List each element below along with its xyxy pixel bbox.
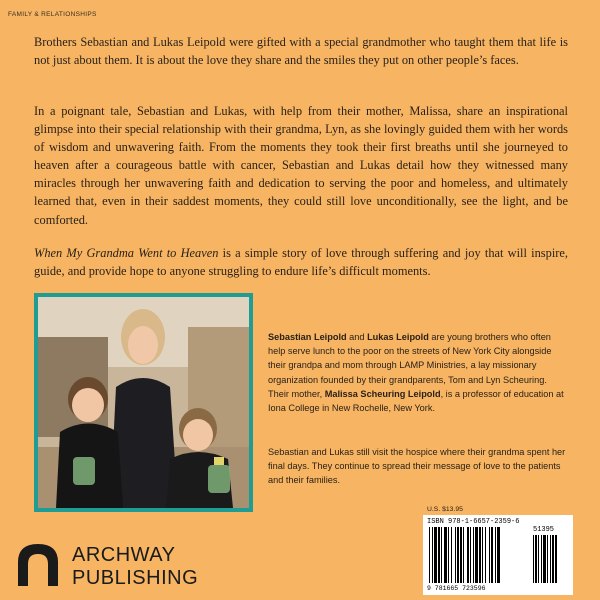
author-bio-paragraph-2: Sebastian and Lukas still visit the hospice where their grandma spent her final days. They continue to spread their message of love to the patients and their families. bbox=[268, 447, 566, 486]
blurb-paragraph-3 bbox=[34, 244, 568, 280]
bio-and: and bbox=[346, 332, 368, 342]
author-name-sebastian: Sebastian Leipold bbox=[268, 332, 347, 342]
isbn-barcode bbox=[423, 515, 573, 595]
price-label: U.S. $13.95 bbox=[427, 506, 463, 513]
category-label: FAMILY & RELATIONSHIPS bbox=[8, 11, 97, 18]
publisher-name-line-1: ARCHWAY bbox=[72, 544, 176, 566]
barcode-bars-icon bbox=[423, 515, 573, 595]
book-title: When My Grandma Went to Heaven bbox=[34, 246, 219, 260]
barcode-addon-number: 51395 bbox=[533, 526, 555, 534]
author-photo-frame bbox=[34, 293, 253, 512]
author-photo-illustration bbox=[38, 297, 249, 508]
archway-arch-icon bbox=[14, 540, 62, 588]
isbn-number: 9 781665 723596 bbox=[427, 585, 486, 592]
blurb-paragraph-3-text: is a simple story of love through suffering and joy that will inspire, guide, and provide hope to anyone struggling to endure life’s difficult moments. bbox=[34, 246, 568, 279]
publisher-logo bbox=[14, 540, 214, 590]
blurb-paragraph-2: In a poignant tale, Sebastian and Lukas, with help from their mother, Malissa, share an inspirational glimpse into their special relationship with their grandma, Lyn, as she lovingly guided them with her words of wisdom and unwavering faith. From the moments they took their first breaths until she journeyed to heaven after a courageous battle with cancer, Sebastian and Lukas detail how they witnessed many miracles through her unwavering faith and dedication to serving the poor and homeless, and ultimately learned that, even in their saddest moments, they could still love unconditionally, see the light, and be comforted. bbox=[34, 104, 568, 227]
blurb-paragraph-1: Brothers Sebastian and Lukas Leipold were gifted with a special grandmother who taught them that life is not just about them. It is about the love they share and the smiles they put on other people’s faces. bbox=[34, 35, 568, 68]
author-photo bbox=[38, 297, 249, 508]
author-name-malissa: Malissa Scheuring Leipold bbox=[324, 388, 441, 399]
author-name-lukas: Lukas Leipold bbox=[367, 332, 429, 342]
author-bio-paragraph-1 bbox=[268, 330, 568, 415]
publisher-name-line-2: PUBLISHING bbox=[72, 567, 199, 589]
bio-text-2: , is a professor of education at Iona College in New Rochelle, New York. bbox=[268, 388, 564, 414]
isbn-text: ISBN 978-1-6657-2359-6 bbox=[427, 518, 520, 526]
bio-text-1: are young brothers who often help serve lunch to the poor on the streets of New York City alongside their grandpa and mom through LAMP Ministries, a lay missionary organization founded by their grandparents, Tom and Lyn Scheuring. Their mother, bbox=[268, 332, 552, 399]
